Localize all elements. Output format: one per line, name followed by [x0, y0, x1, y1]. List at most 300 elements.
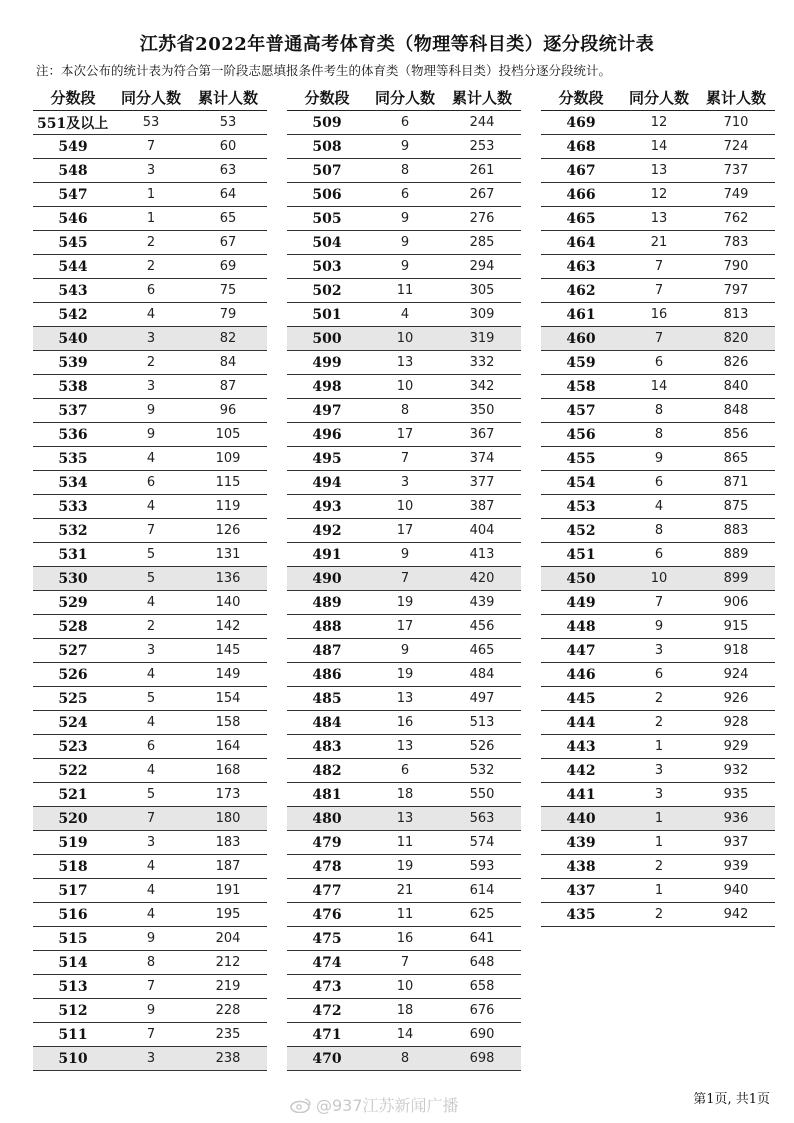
same-count-cell: 6	[400, 187, 410, 202]
table-row	[541, 663, 775, 687]
score-cell: 540	[58, 330, 88, 347]
table-row	[33, 351, 267, 375]
same-count-cell: 7	[146, 139, 156, 154]
score-cell: 497	[312, 402, 342, 419]
table-row	[287, 975, 521, 999]
table-row	[33, 279, 267, 303]
cumulative-cell: 276	[469, 211, 495, 226]
watermark	[290, 1093, 459, 1116]
score-cell: 509	[312, 114, 342, 131]
table-row	[541, 447, 775, 471]
score-cell: 496	[312, 426, 342, 443]
same-count-cell: 5	[146, 691, 156, 706]
cumulative-cell: 126	[215, 523, 241, 538]
same-count-cell: 6	[654, 547, 664, 562]
cumulative-cell: 871	[723, 475, 749, 490]
cumulative-cell: 244	[469, 115, 495, 130]
table-row	[541, 231, 775, 255]
same-count-cell: 9	[400, 235, 410, 250]
cumulative-cell: 253	[469, 139, 495, 154]
same-count-cell: 3	[146, 1051, 156, 1066]
same-count-cell: 9	[146, 427, 156, 442]
table-row	[287, 951, 521, 975]
same-count-cell: 3	[146, 643, 156, 658]
score-cell: 532	[58, 522, 88, 539]
cumulative-cell: 87	[219, 379, 237, 394]
same-count-cell: 19	[396, 859, 414, 874]
same-count-cell: 7	[146, 1027, 156, 1042]
cumulative-cell: 238	[215, 1051, 241, 1066]
table-row	[33, 831, 267, 855]
same-count-cell: 12	[650, 115, 668, 130]
same-count-cell: 3	[146, 379, 156, 394]
cumulative-cell: 749	[723, 187, 749, 202]
same-count-cell: 13	[396, 811, 414, 826]
score-cell: 467	[566, 162, 596, 179]
score-cell: 493	[312, 498, 342, 515]
table-row	[287, 879, 521, 903]
header-same-count: 同分人数	[120, 88, 181, 107]
cumulative-cell: 75	[219, 283, 237, 298]
score-cell: 528	[58, 618, 88, 635]
table-row	[33, 183, 267, 207]
cumulative-cell: 926	[723, 691, 749, 706]
cumulative-cell: 158	[215, 715, 241, 730]
score-cell: 536	[58, 426, 88, 443]
score-cell: 440	[566, 810, 596, 827]
table-row	[33, 1023, 267, 1047]
cumulative-cell: 67	[219, 235, 237, 250]
cumulative-cell: 550	[469, 787, 495, 802]
cumulative-cell: 826	[723, 355, 749, 370]
header-same-count: 同分人数	[374, 88, 435, 107]
table-column-1	[33, 84, 267, 1071]
cumulative-cell: 940	[723, 883, 749, 898]
table-row	[33, 591, 267, 615]
same-count-cell: 14	[396, 1027, 414, 1042]
same-count-cell: 16	[396, 931, 414, 946]
cumulative-cell: 497	[469, 691, 495, 706]
weibo-icon	[290, 1097, 312, 1113]
cumulative-cell: 195	[215, 907, 241, 922]
cumulative-cell: 154	[215, 691, 241, 706]
table-row	[541, 855, 775, 879]
table-row	[287, 543, 521, 567]
score-cell: 524	[58, 714, 88, 731]
score-cell: 463	[566, 258, 596, 275]
table-row	[541, 543, 775, 567]
score-cell: 529	[58, 594, 88, 611]
score-cell: 512	[58, 1002, 88, 1019]
score-cell: 501	[312, 306, 342, 323]
table-row	[33, 471, 267, 495]
cumulative-cell: 187	[215, 859, 241, 874]
table-row	[33, 303, 267, 327]
same-count-cell: 10	[396, 331, 414, 346]
same-count-cell: 4	[146, 451, 156, 466]
table-row	[287, 759, 521, 783]
table-row	[287, 567, 521, 591]
score-cell: 479	[312, 834, 342, 851]
score-cell: 439	[566, 834, 596, 851]
table-row	[541, 903, 775, 927]
score-cell: 549	[58, 138, 88, 155]
table-row	[33, 135, 267, 159]
same-count-cell: 13	[396, 691, 414, 706]
same-count-cell: 6	[654, 355, 664, 370]
score-cell: 454	[566, 474, 596, 491]
same-count-cell: 9	[146, 1003, 156, 1018]
same-count-cell: 3	[654, 643, 664, 658]
table-row	[287, 471, 521, 495]
cumulative-cell: 929	[723, 739, 749, 754]
same-count-cell: 13	[650, 211, 668, 226]
score-cell: 495	[312, 450, 342, 467]
table-row	[541, 495, 775, 519]
same-count-cell: 17	[396, 427, 414, 442]
cumulative-cell: 69	[219, 259, 237, 274]
table-row	[33, 687, 267, 711]
table-row	[541, 471, 775, 495]
table-row	[287, 1023, 521, 1047]
table-row	[287, 999, 521, 1023]
cumulative-cell: 420	[469, 571, 495, 586]
score-cell: 520	[58, 810, 88, 827]
same-count-cell: 21	[650, 235, 668, 250]
column-header	[33, 84, 267, 111]
score-cell: 449	[566, 594, 596, 611]
same-count-cell: 6	[146, 739, 156, 754]
score-cell: 535	[58, 450, 88, 467]
header-same-count: 同分人数	[628, 88, 689, 107]
same-count-cell: 6	[400, 115, 410, 130]
table-row	[287, 663, 521, 687]
score-cell: 471	[312, 1026, 342, 1043]
table-body	[287, 111, 521, 1071]
score-cell: 537	[58, 402, 88, 419]
same-count-cell: 19	[396, 595, 414, 610]
table-row	[541, 375, 775, 399]
column-header	[541, 84, 775, 111]
same-count-cell: 17	[396, 619, 414, 634]
same-count-cell: 8	[654, 403, 664, 418]
score-cell: 461	[566, 306, 596, 323]
same-count-cell: 1	[146, 187, 156, 202]
cumulative-cell: 532	[469, 763, 495, 778]
table-row	[541, 135, 775, 159]
table-note: 注：本次公布的统计表为符合第一阶段志愿填报条件考生的体育类（物理等科目类）投档分逐分段统计。	[36, 63, 612, 78]
table-row	[287, 207, 521, 231]
table-row	[33, 927, 267, 951]
table-row	[287, 639, 521, 663]
score-cell: 523	[58, 738, 88, 755]
table-row	[33, 231, 267, 255]
score-cell: 476	[312, 906, 342, 923]
score-cell: 473	[312, 978, 342, 995]
cumulative-cell: 96	[219, 403, 237, 418]
table-row	[33, 519, 267, 543]
score-cell: 438	[566, 858, 596, 875]
same-count-cell: 8	[400, 403, 410, 418]
table-row	[287, 135, 521, 159]
same-count-cell: 4	[146, 907, 156, 922]
cumulative-cell: 848	[723, 403, 749, 418]
score-cell: 544	[58, 258, 88, 275]
table-row	[287, 495, 521, 519]
table-column-2	[287, 84, 521, 1071]
table-row	[33, 879, 267, 903]
table-row	[33, 567, 267, 591]
table-row	[541, 807, 775, 831]
score-cell: 514	[58, 954, 88, 971]
cumulative-cell: 115	[215, 475, 241, 490]
score-cell: 521	[58, 786, 88, 803]
same-count-cell: 8	[654, 523, 664, 538]
same-count-cell: 2	[146, 259, 156, 274]
same-count-cell: 9	[400, 547, 410, 562]
score-cell: 441	[566, 786, 596, 803]
same-count-cell: 3	[146, 835, 156, 850]
score-cell: 478	[312, 858, 342, 875]
table-row	[287, 447, 521, 471]
score-cell: 484	[312, 714, 342, 731]
score-cell: 487	[312, 642, 342, 659]
same-count-cell: 7	[400, 571, 410, 586]
cumulative-cell: 84	[219, 355, 237, 370]
table-row	[33, 855, 267, 879]
score-cell: 508	[312, 138, 342, 155]
header-cumulative: 累计人数	[451, 88, 512, 107]
table-row	[287, 159, 521, 183]
same-count-cell: 3	[146, 163, 156, 178]
score-cell: 516	[58, 906, 88, 923]
score-cell: 460	[566, 330, 596, 347]
table-row	[541, 783, 775, 807]
cumulative-cell: 60	[219, 139, 237, 154]
score-cell: 458	[566, 378, 596, 395]
same-count-cell: 7	[146, 979, 156, 994]
table-row	[33, 159, 267, 183]
score-cell: 483	[312, 738, 342, 755]
same-count-cell: 3	[400, 475, 410, 490]
cumulative-cell: 79	[219, 307, 237, 322]
table-row	[33, 111, 267, 135]
cumulative-cell: 204	[215, 931, 241, 946]
same-count-cell: 2	[654, 691, 664, 706]
score-cell: 500	[312, 330, 342, 347]
cumulative-cell: 906	[723, 595, 749, 610]
watermark-text: @937江苏新闻广播	[316, 1096, 459, 1115]
score-cell: 513	[58, 978, 88, 995]
same-count-cell: 7	[146, 811, 156, 826]
score-cell: 527	[58, 642, 88, 659]
table-row	[33, 903, 267, 927]
table-row	[33, 399, 267, 423]
table-body	[33, 111, 267, 1071]
table-row	[287, 279, 521, 303]
cumulative-cell: 783	[723, 235, 749, 250]
same-count-cell: 9	[654, 619, 664, 634]
table-row	[287, 519, 521, 543]
table-row	[541, 327, 775, 351]
same-count-cell: 2	[654, 907, 664, 922]
cumulative-cell: 513	[469, 715, 495, 730]
score-cell: 525	[58, 690, 88, 707]
cumulative-cell: 109	[215, 451, 241, 466]
score-cell: 443	[566, 738, 596, 755]
score-cell: 491	[312, 546, 342, 563]
table-row	[287, 303, 521, 327]
score-cell: 474	[312, 954, 342, 971]
table-row	[33, 375, 267, 399]
cumulative-cell: 439	[469, 595, 495, 610]
cumulative-cell: 928	[723, 715, 749, 730]
header-score: 分数段	[50, 88, 96, 107]
score-cell: 539	[58, 354, 88, 371]
score-cell: 481	[312, 786, 342, 803]
score-cell: 469	[566, 114, 596, 131]
table-row	[541, 519, 775, 543]
same-count-cell: 6	[146, 475, 156, 490]
same-count-cell: 4	[400, 307, 410, 322]
cumulative-cell: 164	[215, 739, 241, 754]
score-cell: 459	[566, 354, 596, 371]
score-cell: 503	[312, 258, 342, 275]
same-count-cell: 7	[654, 331, 664, 346]
score-cell: 442	[566, 762, 596, 779]
cumulative-cell: 309	[469, 307, 495, 322]
cumulative-cell: 648	[469, 955, 495, 970]
same-count-cell: 6	[400, 763, 410, 778]
table-row	[541, 183, 775, 207]
cumulative-cell: 918	[723, 643, 749, 658]
table-row	[287, 783, 521, 807]
same-count-cell: 7	[654, 595, 664, 610]
score-cell: 519	[58, 834, 88, 851]
same-count-cell: 1	[654, 739, 664, 754]
cumulative-cell: 820	[723, 331, 749, 346]
cumulative-cell: 883	[723, 523, 749, 538]
score-cell: 451	[566, 546, 596, 563]
score-cell: 507	[312, 162, 342, 179]
table-row	[287, 615, 521, 639]
score-cell: 475	[312, 930, 342, 947]
cumulative-cell: 875	[723, 499, 749, 514]
score-cell: 485	[312, 690, 342, 707]
table-row	[287, 807, 521, 831]
table-row	[541, 351, 775, 375]
same-count-cell: 3	[654, 763, 664, 778]
cumulative-cell: 404	[469, 523, 495, 538]
same-count-cell: 7	[400, 451, 410, 466]
same-count-cell: 14	[650, 379, 668, 394]
score-cell: 534	[58, 474, 88, 491]
cumulative-cell: 865	[723, 451, 749, 466]
score-cell: 488	[312, 618, 342, 635]
score-cell: 547	[58, 186, 88, 203]
same-count-cell: 5	[146, 547, 156, 562]
cumulative-cell: 305	[469, 283, 495, 298]
cumulative-cell: 563	[469, 811, 495, 826]
score-cell: 466	[566, 186, 596, 203]
score-cell: 506	[312, 186, 342, 203]
cumulative-cell: 65	[219, 211, 237, 226]
cumulative-cell: 840	[723, 379, 749, 394]
column-header	[287, 84, 521, 111]
table-row	[33, 543, 267, 567]
score-cell: 462	[566, 282, 596, 299]
table-row	[33, 423, 267, 447]
cumulative-cell: 456	[469, 619, 495, 634]
table-row	[541, 711, 775, 735]
table-row	[287, 687, 521, 711]
same-count-cell: 10	[396, 499, 414, 514]
same-count-cell: 9	[146, 403, 156, 418]
same-count-cell: 4	[654, 499, 664, 514]
same-count-cell: 21	[396, 883, 414, 898]
cumulative-cell: 191	[215, 883, 241, 898]
same-count-cell: 4	[146, 763, 156, 778]
score-cell: 531	[58, 546, 88, 563]
table-row	[33, 975, 267, 999]
score-cell: 445	[566, 690, 596, 707]
score-cell: 468	[566, 138, 596, 155]
cumulative-cell: 119	[215, 499, 241, 514]
score-cell: 450	[566, 570, 596, 587]
same-count-cell: 2	[654, 715, 664, 730]
cumulative-cell: 924	[723, 667, 749, 682]
score-cell: 477	[312, 882, 342, 899]
table-row	[287, 735, 521, 759]
score-cell: 455	[566, 450, 596, 467]
same-count-cell: 12	[650, 187, 668, 202]
cumulative-cell: 614	[469, 883, 495, 898]
cumulative-cell: 285	[469, 235, 495, 250]
cumulative-cell: 319	[469, 331, 495, 346]
same-count-cell: 9	[400, 139, 410, 154]
cumulative-cell: 915	[723, 619, 749, 634]
same-count-cell: 13	[650, 163, 668, 178]
score-cell: 452	[566, 522, 596, 539]
same-count-cell: 11	[396, 283, 414, 298]
same-count-cell: 1	[146, 211, 156, 226]
score-cell: 522	[58, 762, 88, 779]
score-cell: 490	[312, 570, 342, 587]
same-count-cell: 19	[396, 667, 414, 682]
score-cell: 472	[312, 1002, 342, 1019]
cumulative-cell: 183	[215, 835, 241, 850]
same-count-cell: 16	[396, 715, 414, 730]
cumulative-cell: 63	[219, 163, 237, 178]
table-row	[287, 1047, 521, 1071]
score-cell: 511	[58, 1026, 88, 1043]
cumulative-cell: 387	[469, 499, 495, 514]
same-count-cell: 4	[146, 715, 156, 730]
same-count-cell: 7	[654, 283, 664, 298]
cumulative-cell: 942	[723, 907, 749, 922]
cumulative-cell: 936	[723, 811, 749, 826]
score-cell: 457	[566, 402, 596, 419]
cumulative-cell: 64	[219, 187, 237, 202]
same-count-cell: 7	[400, 955, 410, 970]
table-row	[287, 927, 521, 951]
table-row	[287, 231, 521, 255]
cumulative-cell: 737	[723, 163, 749, 178]
table-row	[33, 447, 267, 471]
table-row	[33, 615, 267, 639]
page-title: 江苏省2022年普通高考体育类（物理等科目类）逐分段统计表	[139, 34, 655, 55]
score-cell: 494	[312, 474, 342, 491]
